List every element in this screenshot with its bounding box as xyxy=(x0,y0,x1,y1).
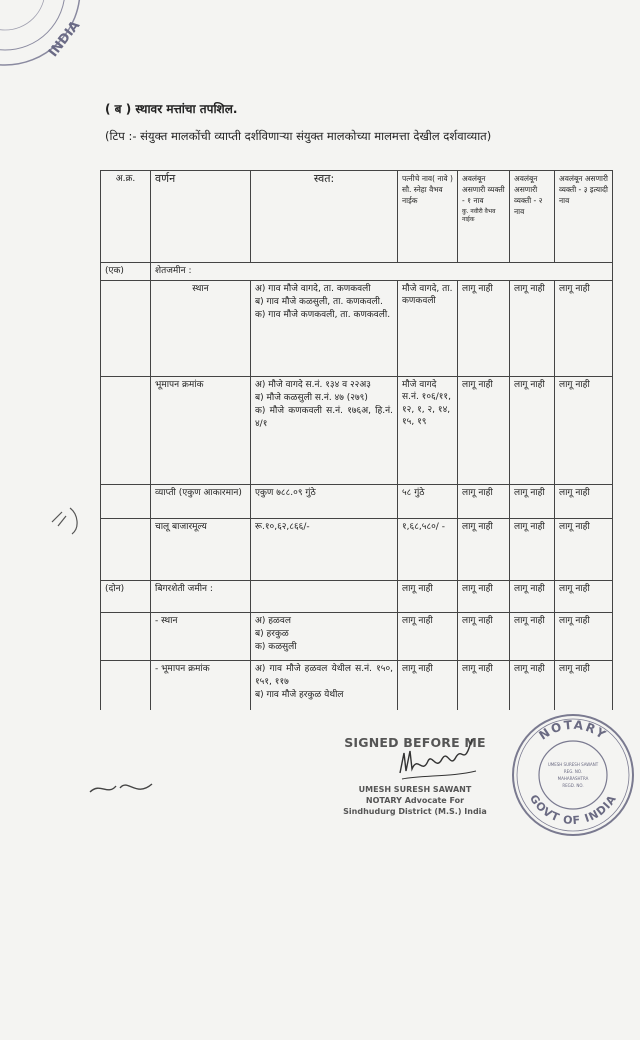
table-row-nonagri-survey xyxy=(101,660,613,710)
agri-survey-self-a: अ) मौजे वागदे स.नं. १३४ व २२अ३ xyxy=(255,379,371,390)
agri-area-self: एकुण ७८८.०९ गुंठे xyxy=(251,484,398,518)
notary-round-seal xyxy=(510,712,636,838)
notary-role: NOTARY Advocate For xyxy=(365,796,465,805)
agri-survey-self xyxy=(251,376,398,484)
nonagri-sr: (दोन) xyxy=(101,580,151,612)
nonagri-location-self-c: क) कळसुली xyxy=(255,641,297,652)
seal-inner-line-2: REG. NO. xyxy=(563,769,583,774)
nonagri-survey-self xyxy=(251,660,398,710)
nonagri-dep1: लागू नाही xyxy=(458,580,510,612)
table-row-agri-survey xyxy=(101,376,613,484)
agri-survey-dep2: लागू नाही xyxy=(510,376,555,484)
table-row-agri-area xyxy=(101,484,613,518)
nonagri-location-spouse: लागू नाही xyxy=(398,612,458,660)
agri-location-self xyxy=(251,280,398,376)
header-dependent-2: अवलंबून असणारी व्यक्ती - २ नाव xyxy=(510,171,555,263)
agri-location-self-b: ब) गाव मौजे कळसुली, ता. कणकवली. xyxy=(255,296,383,307)
agri-survey-dep1: लागू नाही xyxy=(458,376,510,484)
nonagri-location-self xyxy=(251,612,398,660)
notary-district: Sindhudurg District (M.S.) India xyxy=(343,807,487,816)
agri-sr: (एक) xyxy=(101,263,151,281)
table-row-nonagri-title xyxy=(101,580,613,612)
agri-survey-dep3: लागू नाही xyxy=(555,376,613,484)
header-dependent-1-label: अवलंबून असणारी व्यक्ती - १ नाव xyxy=(462,174,505,205)
margin-initial-mark xyxy=(48,500,88,540)
agri-survey-label: भूमापन क्रमांक xyxy=(151,376,251,484)
seal-inner-line-4: REGD. NO. xyxy=(562,783,584,788)
agri-value-self: रू.१०,६२,८६६/- xyxy=(251,518,398,580)
table-header-row xyxy=(101,171,613,263)
agri-area-dep2: लागू नाही xyxy=(510,484,555,518)
immovable-assets-table xyxy=(100,170,613,710)
header-spouse: पत्नीचे नाव( नावे ) सौ. स्नेहा वैभव नाईक xyxy=(398,171,458,263)
table-row-agri-value xyxy=(101,518,613,580)
agri-location-self-c: क) गाव मौजे कणकवली, ता. कणकवली. xyxy=(255,309,391,320)
table-row-agri-location xyxy=(101,280,613,376)
nonagri-survey-spouse: लागू नाही xyxy=(398,660,458,710)
table-row-agri-title xyxy=(101,263,613,281)
nonagri-dep3: लागू नाही xyxy=(555,580,613,612)
header-sr: अ.क्र. xyxy=(101,171,151,263)
agri-location-label: स्थान xyxy=(151,280,251,376)
nonagri-location-dep1: लागू नाही xyxy=(458,612,510,660)
seal-inner-line-3: MAHARASHTRA xyxy=(557,776,589,781)
agri-area-spouse: ५८ गुंठे xyxy=(398,484,458,518)
nonagri-location-dep2: लागू नाही xyxy=(510,612,555,660)
agri-survey-spouse: मौजे वागदे स.नं. १०६/११, १२, १, २, १४, १५, १९ xyxy=(398,376,458,484)
seal-inner-line-1: UMESH SURESH SAWANT xyxy=(547,762,599,767)
header-dependent-3: अवलंबून असणारी व्यक्ती - ३ इत्यादी नाव xyxy=(555,171,613,263)
agri-area-label: व्याप्ती (एकुण आकारमान) xyxy=(151,484,251,518)
agri-area-dep1: लागू नाही xyxy=(458,484,510,518)
agri-value-dep2: लागू नाही xyxy=(510,518,555,580)
header-dependent-1-name: कु. नवीरी वैभव नाईक xyxy=(462,208,496,223)
notary-name: UMESH SURESH SAWANT xyxy=(358,785,472,794)
margin-initials-scribble xyxy=(86,770,156,810)
nonagri-location-self-b: ब) हरकुळ xyxy=(255,628,289,639)
section-note: (टिप :- संयुक्त मालकोंची व्याप्ती दर्शविणाऱ्या संयुक्त मालकोच्या मालमत्ता देखील दर्शवाव्यात) xyxy=(105,129,492,143)
seal-notary-text: NOTARY xyxy=(536,717,610,743)
agri-area-dep3: लागू नाही xyxy=(555,484,613,518)
header-description: वर्णन xyxy=(151,171,251,263)
agri-survey-self-c: क) मौजे कणकवली स.नं. १७६अ, हि.नं. ४/१ xyxy=(255,405,393,429)
seal-top-text: INDIA xyxy=(45,18,84,61)
notary-seal-partial-top xyxy=(0,0,90,70)
nonagri-survey-dep3: लागू नाही xyxy=(555,660,613,710)
agri-location-dep3: लागू नाही xyxy=(555,280,613,376)
nonagri-survey-dep1: लागू नाही xyxy=(458,660,510,710)
agri-value-dep1: लागू नाही xyxy=(458,518,510,580)
agri-location-dep2: लागू नाही xyxy=(510,280,555,376)
nonagri-location-label: - स्थान xyxy=(151,612,251,660)
nonagri-survey-self-a: अ) गाव मौजे हळवल येथील स.नं. १५०, १५१, ११७ xyxy=(255,663,393,687)
nonagri-dep2: लागू नाही xyxy=(510,580,555,612)
signed-before-me: SIGNED BEFORE ME xyxy=(344,735,486,750)
table-row-nonagri-location xyxy=(101,612,613,660)
nonagri-survey-label: - भूमापन क्रमांक xyxy=(151,660,251,710)
agri-location-spouse: मौजे वागदे, ता. कणकवली xyxy=(398,280,458,376)
agri-location-dep1: लागू नाही xyxy=(458,280,510,376)
agri-value-label: चालू बाजारमूल्य xyxy=(151,518,251,580)
agri-location-self-a: अ) गाव मौजे वागदे, ता. कणकवली xyxy=(255,283,371,294)
nonagri-survey-dep2: लागू नाही xyxy=(510,660,555,710)
header-dependent-1 xyxy=(458,171,510,263)
agri-value-spouse: १,६८,५८०/ - xyxy=(398,518,458,580)
svg-text:GOVT OF INDIA xyxy=(527,792,619,827)
section-heading: ( ब ) स्थावर मत्तांचा तपशिल. xyxy=(105,102,238,116)
nonagri-title: बिगरशेती जमीन : xyxy=(151,580,251,612)
nonagri-survey-self-b: ब) गाव मौजे हरकुळ येथील xyxy=(255,689,344,700)
notary-signature xyxy=(392,735,482,785)
nonagri-spouse: लागू नाही xyxy=(398,580,458,612)
agri-value-dep3: लागू नाही xyxy=(555,518,613,580)
agri-title: शेतजमीन : xyxy=(151,263,613,281)
agri-survey-self-b: ब) मौजे कळसुली स.नं. ४७ (२७९) xyxy=(255,392,368,403)
header-self: स्वत: xyxy=(251,171,398,263)
nonagri-location-dep3: लागू नाही xyxy=(555,612,613,660)
nonagri-location-self-a: अ) हळवल xyxy=(255,615,291,626)
seal-govt-text: GOVT OF INDIA xyxy=(526,792,620,828)
